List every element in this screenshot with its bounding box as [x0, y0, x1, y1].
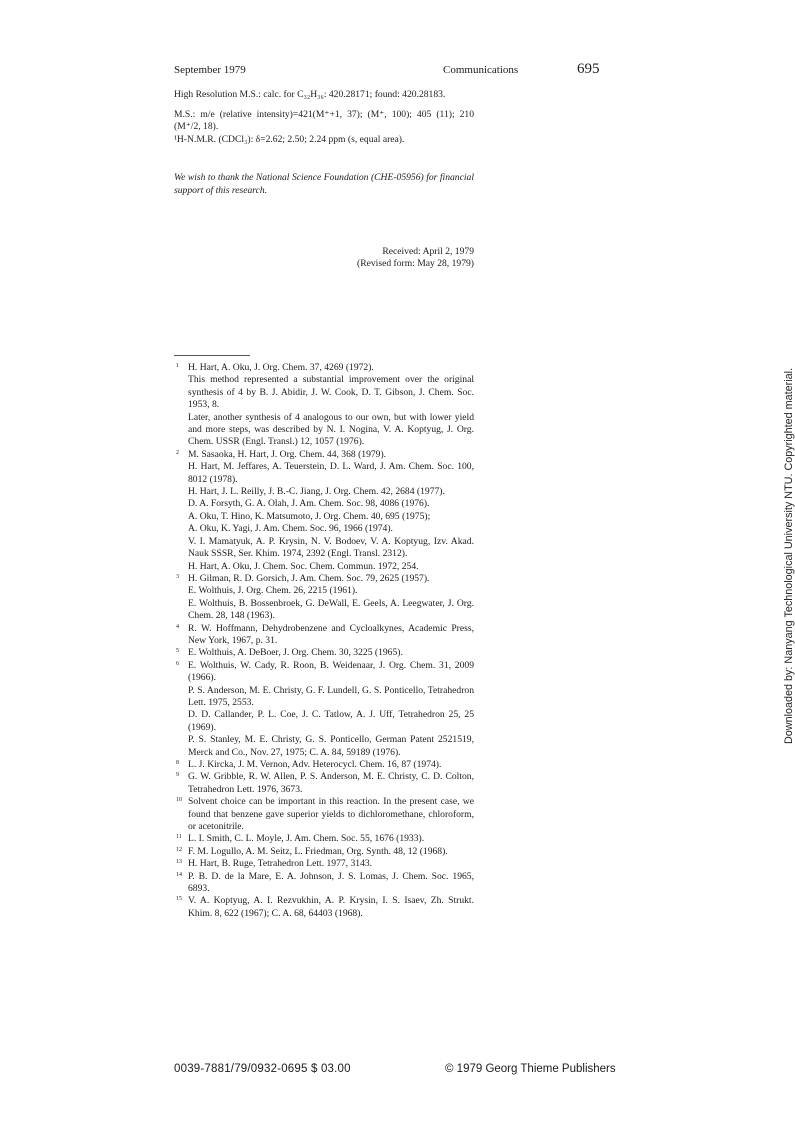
- footer-copyright: © 1979 Georg Thieme Publishers: [445, 1063, 616, 1075]
- reference-text: L. I. Smith, C. L. Moyle, J. Am. Chem. Soc. 55, 1676 (1933).: [188, 833, 425, 845]
- reference-number: 2: [176, 449, 179, 456]
- reference-item: [176, 858, 474, 870]
- reference-text: D. D. Callander, P. L. Coe, J. C. Tatlow, A. J. Uff, Tetrahedron 25, 25 (1969).: [188, 709, 474, 733]
- reference-item: [176, 833, 474, 845]
- header-section: Communications: [443, 64, 519, 76]
- reference-text: H. Hart, A. Oku, J. Org. Chem. 37, 4269 (1972).: [188, 362, 374, 373]
- acknowledgment: We wish to thank the National Science Foundation (CHE-05956) for financial support of this research.: [174, 172, 474, 196]
- reference-text: V. A. Koptyug, A. I. Rezvukhin, A. P. Krysin, I. S. Isaev, Zh. Strukt. Khim. 8, 622 (1967); C. A. 68, 64403 (1968).: [188, 895, 474, 919]
- reference-item: [176, 573, 474, 623]
- ms-data: M.S.: m/e (relative intensity)=421(M⁺+1, 37); (M⁺, 100); 405 (11); 210 (M⁺/2, 18).: [174, 108, 474, 133]
- reference-number: 1: [176, 363, 179, 369]
- reference-number: 12: [176, 846, 182, 853]
- reference-item: [176, 796, 474, 833]
- references-list: [176, 362, 474, 920]
- reference-text: E. Wolthuis, J. Org. Chem. 26, 2215 (1961).: [188, 585, 358, 597]
- reference-text: This method represented a substantial improvement over the original synthesis of 4 by B. J. Abidir, J. W. Cook, D. T. Gibson, J. Chem. Soc. 1953, 8.: [188, 374, 474, 411]
- reference-item: [176, 449, 474, 573]
- reference-text: H. Gilman, R. D. Gorsich, J. Am. Chem. Soc. 79, 2625 (1957).: [188, 572, 430, 584]
- reference-number: 13: [176, 859, 182, 866]
- reference-text: L. J. Kircka, J. M. Vernon, Adv. Heterocycl. Chem. 16, 87 (1974).: [188, 759, 442, 770]
- received-date: Received: April 2, 1979: [382, 245, 474, 257]
- reference-text: P. S. Anderson, M. E. Christy, G. F. Lundell, G. S. Ponticello, Tetrahedron Lett. 1975, 2553.: [188, 684, 474, 708]
- hrms-data: High Resolution M.S.: calc. for C₃₂H₃₆: 420.28171; found: 420.28183.: [174, 89, 446, 100]
- reference-text: M. Sasaoka, H. Hart, J. Org. Chem. 44, 368 (1979).: [188, 448, 387, 460]
- reference-text: E. Wolthuis, A. DeBoer, J. Org. Chem. 30, 3225 (1965).: [188, 647, 403, 659]
- reference-text: A. Oku, K. Yagi, J. Am. Chem. Soc. 96, 1966 (1974).: [188, 523, 393, 535]
- reference-text: E. Wolthuis, B. Bossenbroek, G. DeWall, E. Geels, A. Leegwater, J. Org. Chem. 28, 148 (1963).: [188, 597, 474, 622]
- reference-text: D. A. Forsyth, G. A. Olah, J. Am. Chem. Soc. 98, 4086 (1976).: [188, 498, 430, 510]
- reference-item: [176, 660, 474, 759]
- download-watermark: [783, 367, 795, 744]
- reference-item: [176, 759, 474, 771]
- reference-item: [176, 846, 474, 858]
- reference-number: 15: [176, 896, 182, 903]
- reference-item: [176, 362, 474, 449]
- nmr-data: ¹H-N.M.R. (CDCl₃): δ=2.62; 2.50; 2.24 ppm (s, equal area).: [174, 133, 405, 145]
- reference-item: [176, 623, 474, 648]
- download-notice: Downloaded by: Nanyang Technological University NTU. Copyrighted material.: [783, 367, 795, 744]
- reference-number: 8: [176, 760, 179, 766]
- reference-text: E. Wolthuis, W. Cady, R. Roon, B. Weidenaar, J. Org. Chem. 31, 2009 (1966).: [188, 659, 474, 684]
- reference-number: 4: [176, 623, 179, 630]
- reference-text: A. Oku, T. Hino, K. Matsumoto, J. Org. Chem. 40, 695 (1975);: [188, 510, 431, 522]
- reference-text: F. M. Logullo, A. M. Seitz, L. Friedman, Org. Synth. 48, 12 (1968).: [188, 845, 448, 857]
- revised-date: (Revised form: May 28, 1979): [357, 258, 474, 270]
- reference-number: 5: [176, 648, 179, 655]
- reference-number: 14: [176, 871, 182, 878]
- reference-item: [176, 871, 474, 896]
- reference-text: P. B. D. de la Mare, E. A. Johnson, J. S. Lomas, J. Chem. Soc. 1965, 6893.: [188, 870, 474, 895]
- reference-number: 6: [176, 660, 179, 667]
- reference-text: Later, another synthesis of 4 analogous to our own, but with lower yield and more steps, was described by N. I. Nogina, V. A. Koptyug, J. Org. Chem. USSR (Engl. Transl.) 12, 1057 (1976).: [188, 411, 474, 448]
- footer-issn-code: 0039-7881/79/0932-0695 $ 03.00: [174, 1063, 351, 1075]
- page-number: 695: [577, 61, 600, 77]
- reference-text: G. W. Gribble, R. W. Allen, P. S. Anderson, M. E. Christy, C. D. Colton, Tetrahedron Lett. 1976, 3673.: [188, 771, 474, 795]
- reference-text: P. S. Stanley, M. E. Christy, G. S. Ponticello, German Patent 2521519, Merck and Co., Nov. 27, 1975; C. A. 84, 59189 (1976).: [188, 734, 474, 758]
- header-date: September 1979: [174, 64, 246, 76]
- reference-number: 3: [176, 573, 179, 580]
- reference-text: H. Hart, B. Ruge, Tetrahedron Lett. 1977, 3143.: [188, 858, 373, 870]
- reference-text: H. Hart, J. L. Reilly, J. B.-C. Jiang, J. Org. Chem. 42, 2684 (1977).: [188, 486, 445, 498]
- reference-number: 10: [176, 797, 182, 804]
- reference-text: H. Hart, A. Oku, J. Chem. Soc. Chem. Commun. 1972, 254.: [188, 560, 419, 572]
- reference-text: Solvent choice can be important in this reaction. In the present case, we found that benzene gave superior yields to dichloromethane, chloroform, or acetonitrile.: [188, 796, 474, 833]
- reference-number: 9: [176, 772, 179, 779]
- reference-number: 11: [176, 834, 182, 841]
- reference-item: [176, 647, 474, 659]
- reference-text: V. I. Mamatyuk, A. P. Krysin, N. V. Bodoev, V. A. Koptyug, Izv. Akad. Nauk SSSR, Ser. Khim. 1974, 2392 (Engl. Transl. 2312).: [188, 535, 474, 560]
- reference-item: [176, 895, 474, 920]
- reference-text: R. W. Hoffmann, Dehydrobenzene and Cycloalkynes, Academic Press, New York, 1967, p. 31.: [188, 622, 474, 646]
- reference-text: H. Hart, M. Jeffares, A. Teuerstein, D. L. Ward, J. Am. Chem. Soc. 100, 8012 (1978).: [188, 461, 474, 485]
- article-body: [174, 89, 474, 271]
- footnote-rule: [174, 355, 250, 356]
- reference-item: [176, 771, 474, 796]
